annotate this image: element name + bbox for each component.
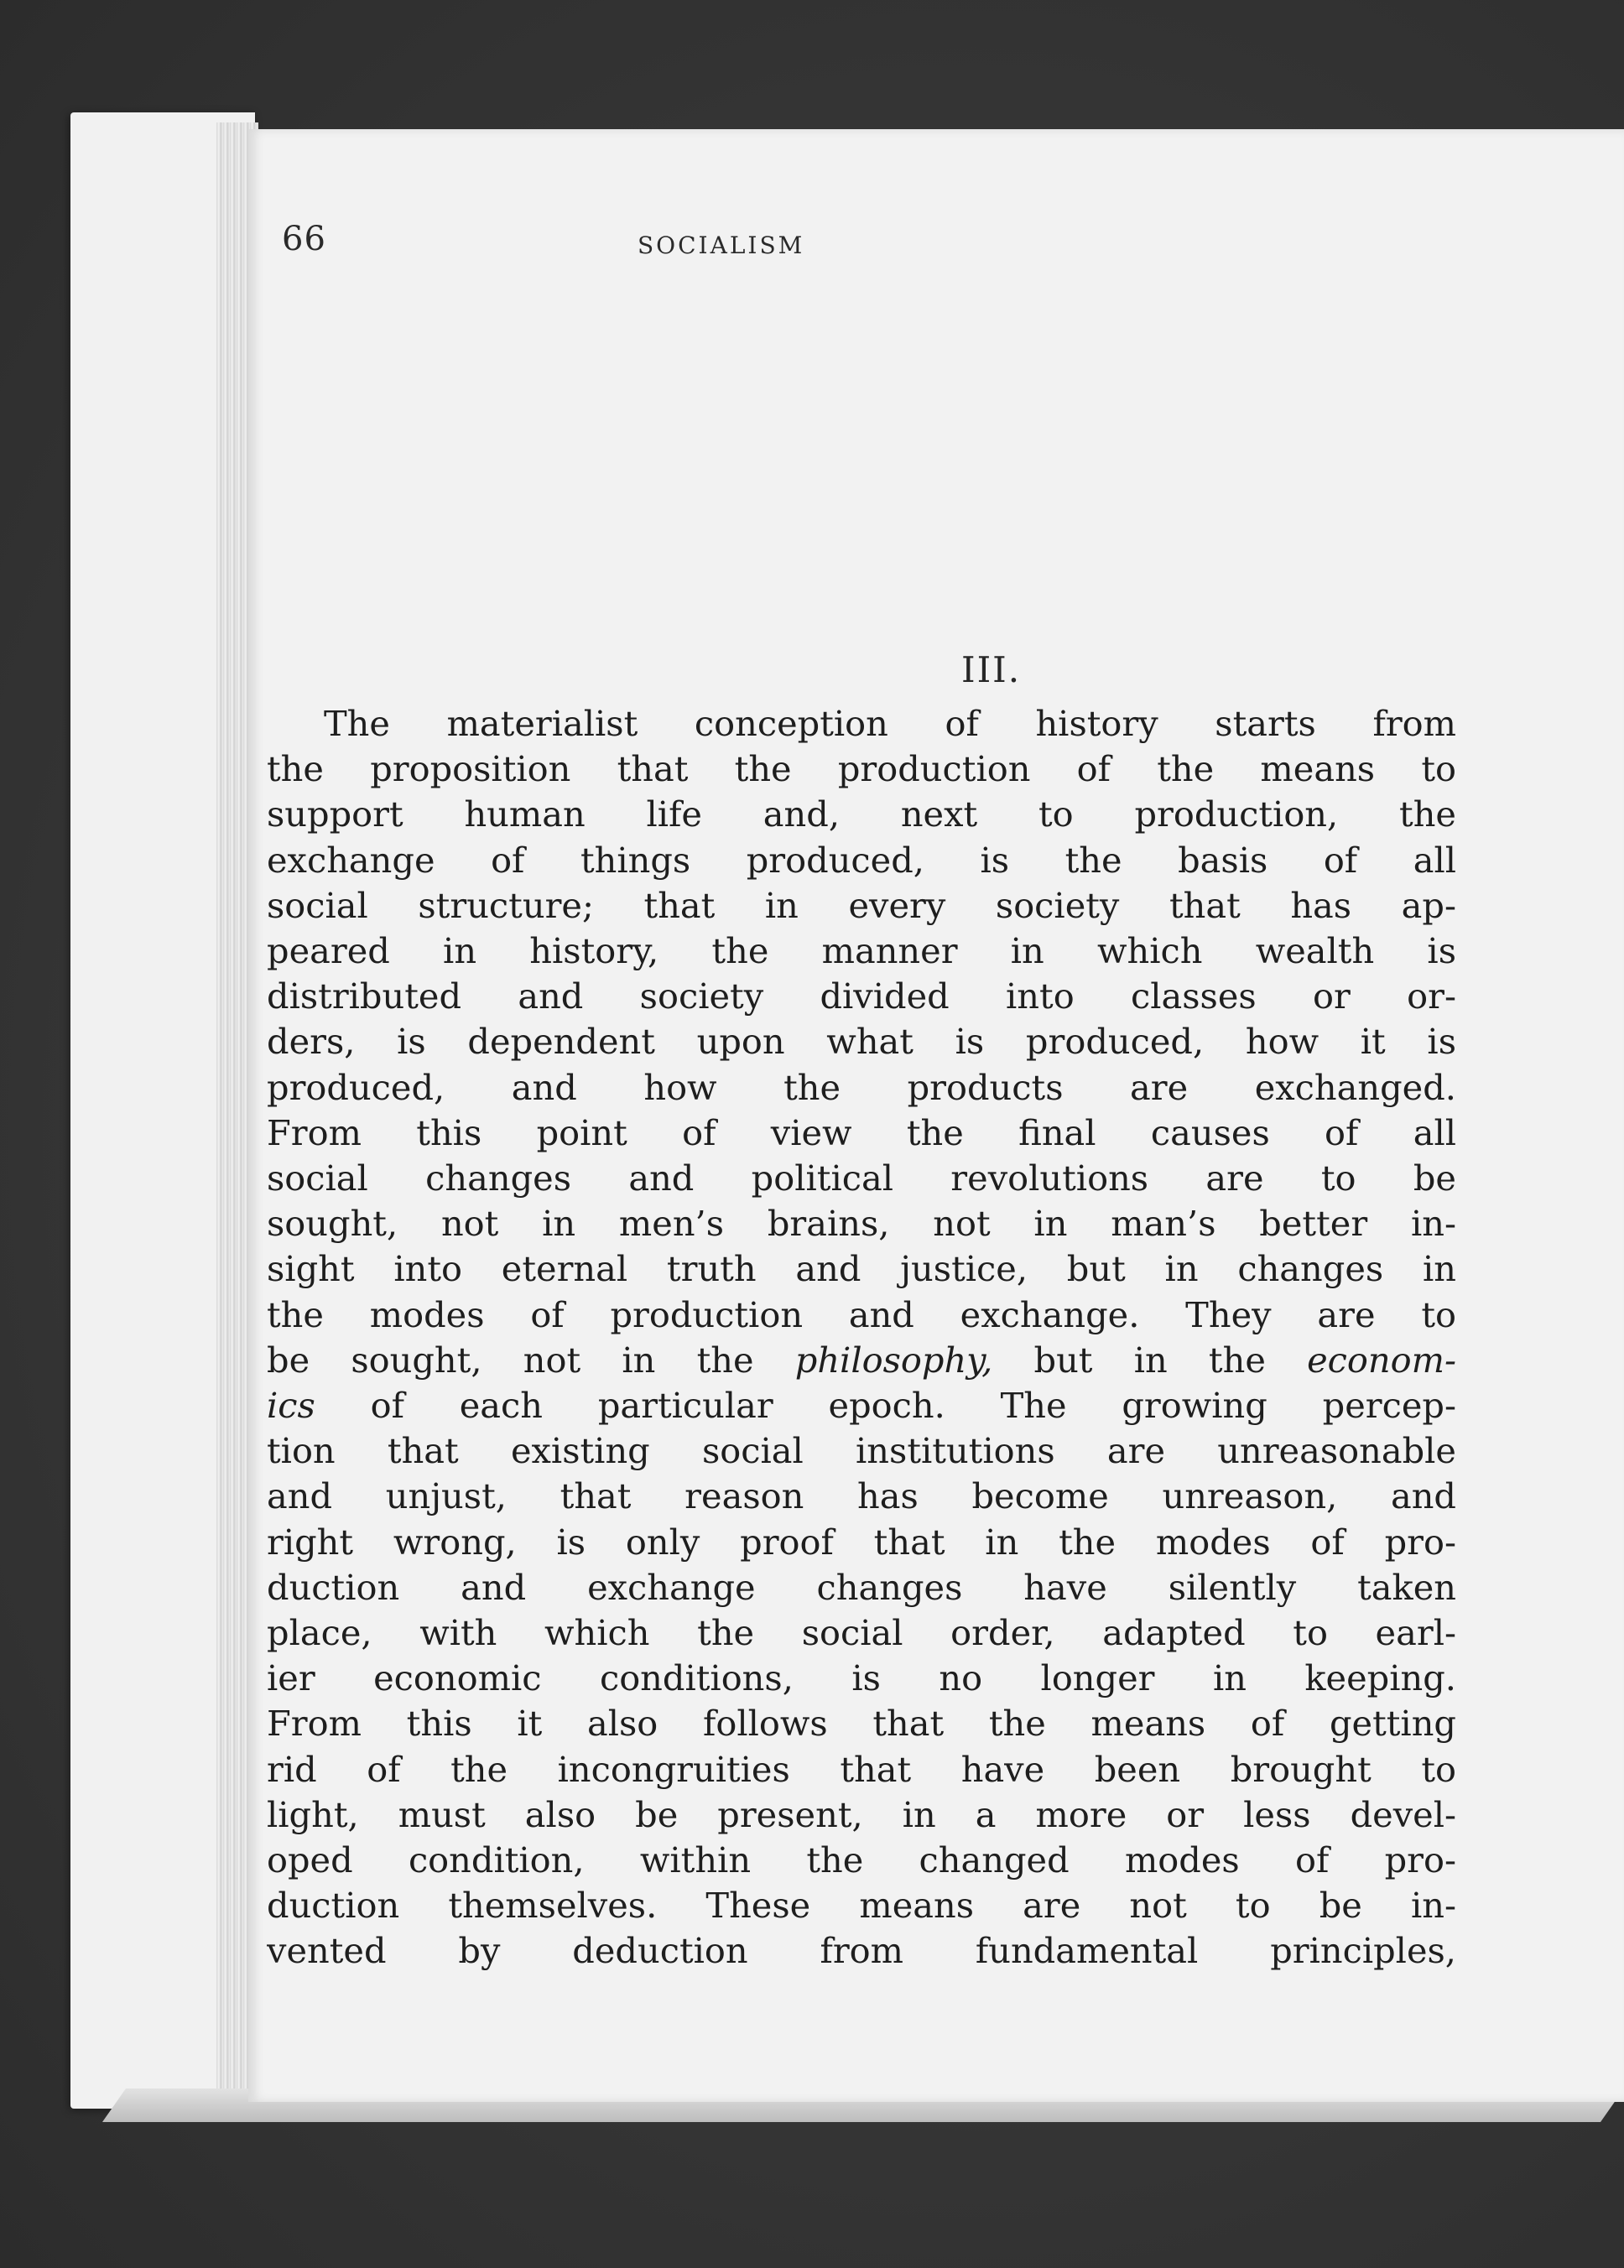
text-segment: duction and exchange changes have silently taken [267, 1566, 1456, 1608]
text-line [267, 1019, 1456, 1064]
text-segment: but in the [992, 1339, 1308, 1381]
text-segment: From this it also follows that the means of getting [267, 1703, 1456, 1745]
running-head-title: SOCIALISM [638, 231, 805, 259]
text-segment: support human life and, next to production, the [267, 793, 1456, 835]
text-line [267, 1656, 1456, 1701]
text-segment: produced, and how the products are exchanged. [267, 1066, 1456, 1108]
text-segment: rid of the incongruities that have been brought to [267, 1748, 1456, 1790]
text-segment: place, with which the social order, adapted to earl- [267, 1612, 1456, 1654]
text-line [267, 1338, 1456, 1383]
section-heading: III. [961, 649, 1022, 690]
text-segment: The materialist conception of history starts from [324, 703, 1456, 744]
italic-text: econom- [1307, 1339, 1456, 1381]
text-line [267, 1474, 1456, 1519]
text-segment: light, must also be present, in a more or less devel- [267, 1793, 1456, 1835]
text-line [267, 1520, 1456, 1565]
text-segment: be sought, not in the [267, 1339, 795, 1381]
text-line [267, 1883, 1456, 1928]
text-line [267, 1565, 1456, 1610]
text-segment: right wrong, is only proof that in the modes of pro- [267, 1521, 1456, 1563]
text-segment: sought, not in men’s brains, not in man’s better in- [267, 1203, 1456, 1245]
text-segment: the modes of production and exchange. They are to [267, 1293, 1456, 1335]
text-segment: peared in history, the manner in which wealth is [267, 930, 1456, 972]
text-segment: social structure; that in every society that has ap- [267, 884, 1456, 926]
text-line [267, 701, 1456, 746]
text-segment: social changes and political revolutions are to be [267, 1157, 1456, 1199]
text-line [267, 883, 1456, 929]
text-segment: of each particular epoch. The growing percep- [315, 1385, 1456, 1427]
text-segment: the proposition that the production of the means to [267, 748, 1456, 790]
text-line [267, 1156, 1456, 1201]
text-line [267, 1747, 1456, 1792]
text-segment: oped condition, within the changed modes of pro- [267, 1839, 1456, 1881]
text-segment: and unjust, that reason has become unreason, and [267, 1475, 1456, 1517]
text-segment: ier economic conditions, is no longer in keeping. [267, 1657, 1456, 1699]
italic-text: ics [267, 1385, 315, 1427]
text-line [267, 1610, 1456, 1656]
text-line [267, 1201, 1456, 1246]
body-paragraph [267, 701, 1456, 1974]
text-line [267, 838, 1456, 883]
text-segment: From this point of view the final causes of all [267, 1111, 1456, 1153]
text-line [267, 1701, 1456, 1746]
text-segment: sight into eternal truth and justice, but in changes in [267, 1248, 1456, 1290]
italic-text: philosophy, [794, 1339, 993, 1381]
text-line [267, 746, 1456, 792]
text-segment: vented by deduction from fundamental principles, [267, 1930, 1456, 1972]
text-line [267, 974, 1456, 1019]
text-line [267, 1428, 1456, 1474]
page-number: 66 [282, 220, 326, 258]
text-line [267, 1065, 1456, 1111]
text-line [267, 1383, 1456, 1428]
text-segment: tion that existing social institutions are unreasonable [267, 1430, 1456, 1472]
text-line [267, 1928, 1456, 1974]
text-segment: ders, is dependent upon what is produced, how it is [267, 1021, 1456, 1063]
text-line [267, 1838, 1456, 1883]
text-line [267, 1792, 1456, 1838]
text-line [267, 1246, 1456, 1292]
text-segment: duction themselves. These means are not to be in- [267, 1885, 1456, 1927]
text-line [267, 792, 1456, 837]
text-line [267, 1111, 1456, 1156]
text-line [267, 929, 1456, 974]
text-segment: exchange of things produced, is the basis of all [267, 839, 1456, 881]
text-segment: distributed and society divided into classes or or- [267, 975, 1456, 1017]
text-line [267, 1293, 1456, 1338]
